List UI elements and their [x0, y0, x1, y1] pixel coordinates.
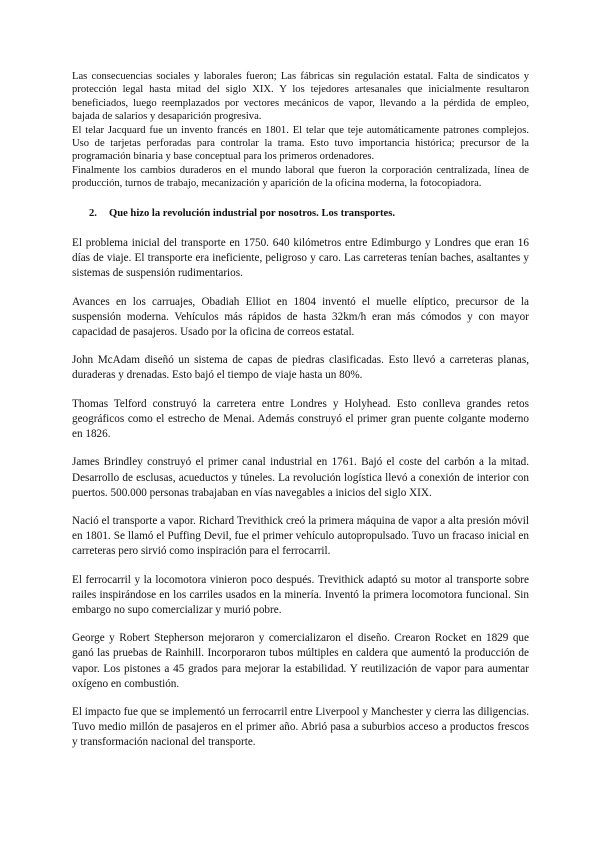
- intro-paragraph: Finalmente los cambios duraderos en el mundo laboral que fueron la corporación centralizada, línea de producción, turnos de trabajo, mecanización y aparición de la oficina moderna, la fotocopiadora.: [72, 164, 529, 190]
- section-title: Que hizo la revolución industrial por nosotros. Los transportes.: [108, 207, 396, 219]
- body-paragraph: James Brindley construyó el primer canal industrial en 1761. Bajó el coste del carbón a la mitad. Desarrollo de esclusas, acueductos y túneles. La revolución logística llevó a conexión de interior con puertos. 500.000 personas trabajaban en vías navegables a inicios del siglo XIX.: [72, 456, 529, 499]
- intro-section: [72, 70, 529, 191]
- section-heading: [72, 207, 529, 220]
- intro-paragraph: Las consecuencias sociales y laborales fueron; Las fábricas sin regulación estatal. Falta de sindicatos y protección legal hasta mitad del siglo XIX. Y los tejedores artesanales que inicialmente resultaron beneficiados, luego reemplazados por vectores mecánicos de vapor, llevando a la pérdida de empleo, bajada de salarios y desaparición progresiva.: [72, 71, 529, 123]
- document-page: [72, 70, 529, 764]
- section-number: 2.: [89, 207, 97, 219]
- body-paragraph: El ferrocarril y la locomotora vinieron poco después. Trevithick adaptó su motor al transporte sobre railes inspirándose en los carriles usados en la minería. Inventó la primera locomotora funcional. Sin embargo no supo comercializar y murió pobre.: [72, 573, 529, 616]
- body-paragraph: Avances en los carruajes, Obadiah Elliot en 1804 inventó el muelle elíptico, precursor de la suspensión moderna. Vehículos más rápidos de hasta 32km/h eran más cómodos y con mayor capacidad de pasajeros. Usado por la oficina de correos estatal.: [72, 295, 529, 339]
- body-paragraph: El impacto fue que se implementó un ferrocarril entre Liverpool y Manchester y cierra las diligencias. Tuvo medio millón de pasajeros en el primer año. Abrió pasa a suburbios acceso a productos frescos y transformación nacional del transporte.: [72, 705, 529, 749]
- body-paragraph: El problema inicial del transporte en 1750. 640 kilómetros entre Edimburgo y Londres que eran 16 días de viaje. El transporte era ineficiente, peligroso y caro. Las carreteras tenían baches, asaltantes y sistemas de suspensión rudimentarios.: [72, 237, 529, 280]
- body-paragraph: Thomas Telford construyó la carretera entre Londres y Holyhead. Esto conlleva grandes retos geográficos como el estrecho de Menai. Además construyó el primer gran puente colgante moderno en 1826.: [72, 397, 529, 441]
- body-paragraph: John McAdam diseñó un sistema de capas de piedras clasificadas. Esto llevó a carreteras planas, duraderas y drenadas. Esto bajó el tiempo de viaje hasta un 80%.: [72, 354, 529, 382]
- body-paragraph: George y Robert Stepherson mejoraron y comercializaron el diseño. Crearon Rocket en 1829 que ganó las pruebas de Rainhill. Incorporaron tubos múltiples en caldera que aumentó la producción de vapor. Los pistones a 45 grados para mejorar la estabilidad. Y reutilización de vapor para aumentar oxígeno en combustión.: [72, 632, 529, 690]
- body-paragraph: Nació el transporte a vapor. Richard Trevithick creó la primera máquina de vapor a alta presión móvil en 1801. Se llamó el Puffing Devil, fue el primer vehículo autopropulsado. Tuvo un fracaso inicial en carreteras pero sirvió como inspiración para el ferrocarril.: [72, 514, 529, 558]
- intro-paragraph: El telar Jacquard fue un invento francés en 1801. El telar que teje automáticamente patrones complejos. Uso de tarjetas perforadas para controlar la trama. Esto tuvo importancia histórica; precursor de la programación binaria y base conceptual para los primeros ordenadores.: [72, 124, 529, 163]
